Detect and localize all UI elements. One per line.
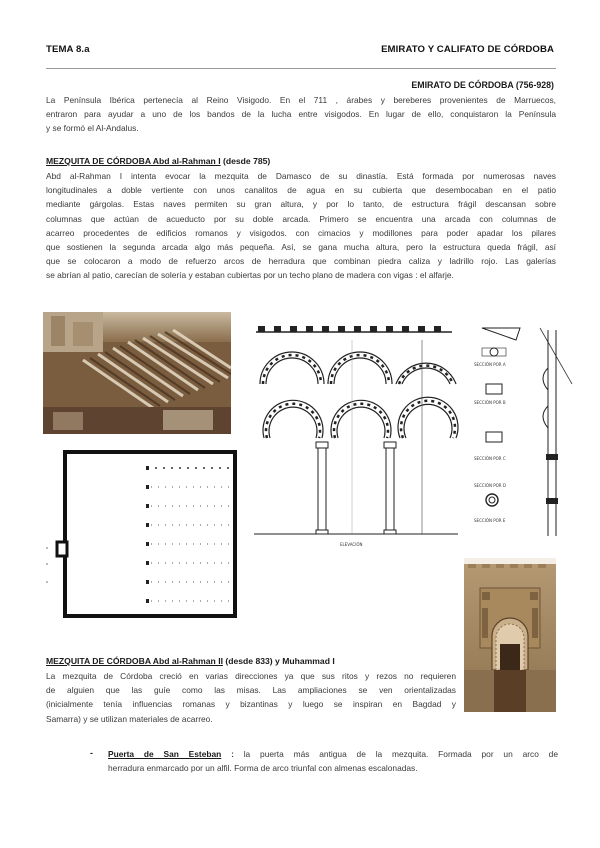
- double-arch-elevation: [252, 320, 460, 552]
- puerta-san-esteban-term: Puerta de San Esteban: [108, 749, 222, 759]
- bullet-dash: -: [90, 748, 93, 758]
- bullet-line-2: herradura enmarcado por un alfil. Forma de arco triunfal con almenas escalonadas.: [108, 763, 418, 774]
- section1-line-8: se abrían al patio, carecían de solería y estaban cubiertas por un techo plano de madera con vigas : el alfarje.: [46, 270, 454, 281]
- section-e-label: SECCIÓN POR E: [474, 518, 506, 523]
- section2-line-3: (inicialmente tenía influencias romanas y bizantinas y luego se inspiran en Bagdad y: [46, 699, 456, 710]
- header-left: TEMA 8.a: [46, 44, 90, 55]
- section-d-label: SECCIÓN POR D: [474, 483, 506, 488]
- intro-line-1: La Península Ibérica pertenecía al Reino Visigodo. En el 711 , árabes y bereberes provenientes de Marruecos,: [46, 95, 556, 105]
- section2-heading: [46, 656, 335, 666]
- bullet-line-1: [108, 747, 558, 761]
- section1-line-1: Abd al-Rahman I intenta evocar la mezquita de Damasco de su dinastía. Está formada por numerosas naves: [46, 171, 556, 181]
- section-a-label: SECCIÓN POR A: [474, 362, 506, 367]
- bullet-colon: :: [221, 749, 234, 759]
- section2-heading-title: MEZQUITA DE CÓRDOBA Abd al-Rahman II: [46, 656, 223, 666]
- section2-heading-rest: (desde 833) y Muhammad I: [222, 656, 335, 666]
- section-b-label: SECCIÓN POR B: [474, 400, 506, 405]
- section2-line-4: Samarra) y se utilizan materiales de acarreo.: [46, 713, 213, 724]
- intro-line-3: y se formó el Al-Andalus.: [46, 123, 139, 134]
- mosque-roofs-photo: [43, 312, 231, 434]
- section1-heading-date: (desde 785): [220, 156, 271, 166]
- intro-title: EMIRATO DE CÓRDOBA (756-928): [411, 80, 554, 90]
- intro-line-2: entraron para ayudar a uno de los bandos de la lucha entre visigodos. En lugar de ello, conquistaron la Península: [46, 109, 556, 120]
- header-divider: [46, 68, 556, 69]
- section1-line-4: columnas que actúan de acueducto por su doble arcada. Primero se encuentra una arcada con columnas de: [46, 213, 556, 224]
- section1-line-3: mediante gárgolas. Estas naves permiten su gran altura, y por lo tanto, de estructura frágil descansan sobre: [46, 199, 556, 210]
- section2-line-2: de alguien que las guíe como las misas. Las ampliaciones se ven orientalizadas: [46, 685, 456, 696]
- puerta-san-esteban-photo: [464, 558, 556, 712]
- elevation-label: ELEVACIÓN: [340, 542, 363, 547]
- intro-paragraph: [46, 93, 556, 136]
- mosque-floor-plan: [43, 444, 239, 622]
- section2-paragraph: [46, 669, 456, 726]
- section1-line-7: que se colocaron a modo de refuerzo arcos de herradura que combinan piedra caliza y ladrillo rojo. Las galerías: [46, 256, 556, 267]
- section1-line-6: que sostienen la segunda arcada algo más pequeña. Así, se gana mucha altura, pero la estructura queda frágil, así: [46, 242, 556, 253]
- section1-line-2: longitudinales a doble vertiente con unos canalitos de agua en su cubierta que desembocaban en el patio: [46, 185, 556, 196]
- section1-line-5: acarreo procedentes de edificios romanos y visigodos. con cimacios y modillones para poder apadar los pilares: [46, 227, 556, 238]
- section-c-label: SECCIÓN POR C: [474, 456, 506, 461]
- section1-heading-title: MEZQUITA DE CÓRDOBA Abd al-Rahman I: [46, 156, 221, 166]
- bullet-paragraph: [108, 747, 558, 775]
- column-sections-drawing: [468, 322, 576, 544]
- section1-heading: [46, 156, 270, 166]
- section2-line-1: La mezquita de Córdoba creció en varias direcciones ya que sus ritos y rezos no requieren: [46, 671, 456, 681]
- section1-paragraph: [46, 169, 556, 283]
- header-right: EMIRATO Y CALIFATO DE CÓRDOBA: [381, 44, 554, 55]
- bullet-line-1-text: la puerta más antigua de la mezquita. Formada por un arco de: [233, 749, 558, 759]
